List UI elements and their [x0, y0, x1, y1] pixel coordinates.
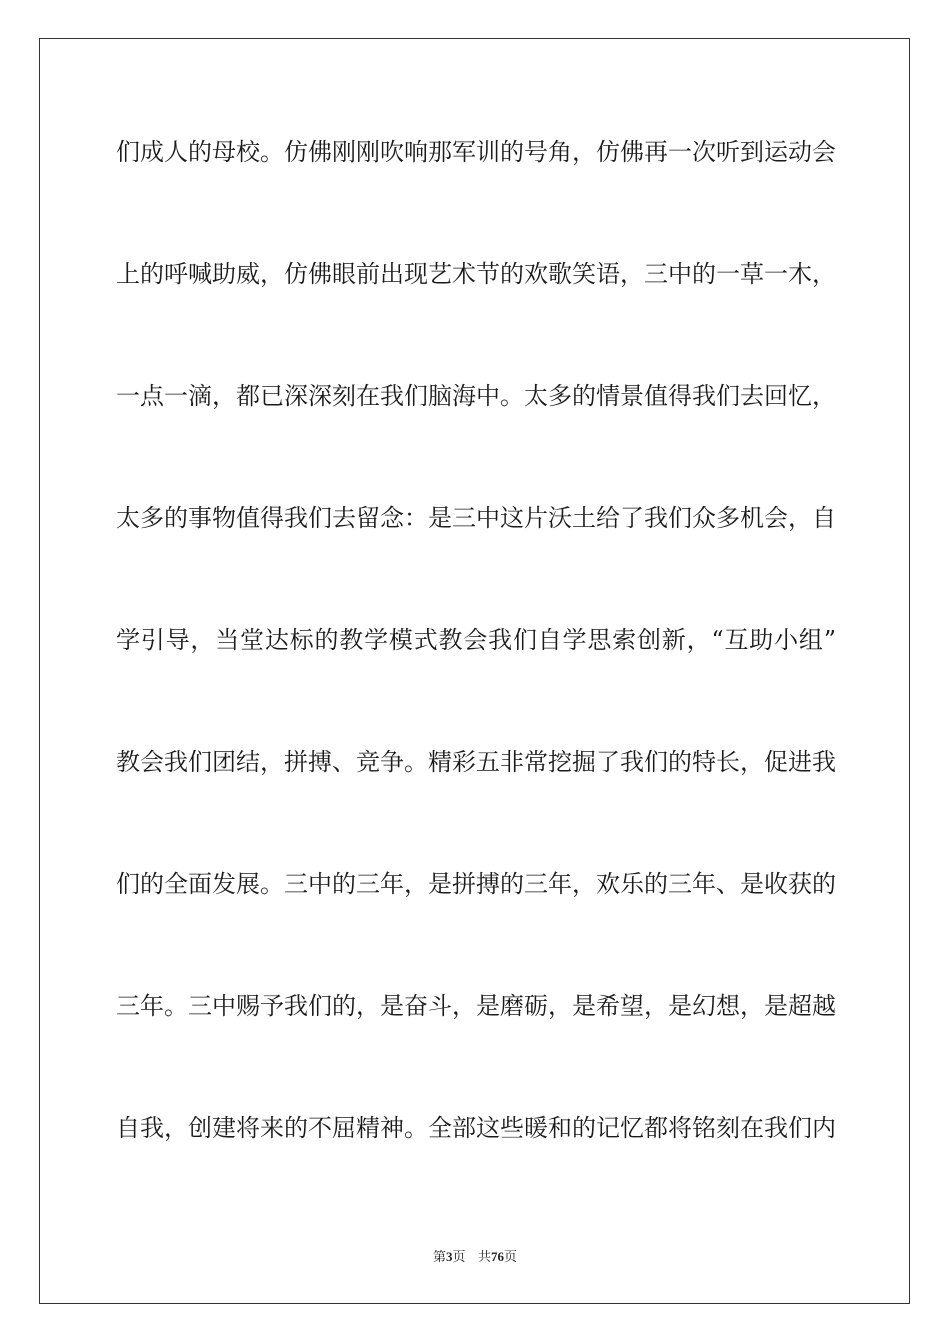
page-suffix: 页: [452, 1250, 466, 1265]
page-prefix: 第: [433, 1250, 447, 1265]
total-suffix: 页: [503, 1250, 517, 1265]
body-line-3: 一点一滴，都已深深刻在我们脑海中。太多的情景值得我们去回忆，: [116, 382, 836, 410]
body-line-2: 上的呼喊助威，仿佛眼前出现艺术节的欢歌笑语，三中的一草一木，: [116, 260, 836, 288]
body-line-6: 教会我们团结，拼搏、竞争。精彩五非常挖掘了我们的特长，促进我: [116, 748, 836, 776]
body-line-4: 太多的事物值得我们去留念：是三中这片沃土给了我们众多机会，自: [116, 504, 836, 532]
body-line-9: 自我，创建将来的不屈精神。全部这些暖和的记忆都将铭刻在我们内: [116, 1114, 836, 1142]
page-footer: [0, 1247, 950, 1268]
body-line-5: 学引导，当堂达标的教学模式教会我们自学思索创新，“互助小组”: [116, 626, 836, 654]
total-prefix: 共: [477, 1250, 491, 1265]
body-line-8: 三年。三中赐予我们的，是奋斗，是磨砺，是希望，是幻想，是超越: [116, 992, 836, 1020]
body-line-1: 们成人的母校。仿佛刚刚吹响那军训的号角，仿佛再一次听到运动会: [116, 138, 836, 166]
page-number: 3: [446, 1249, 453, 1264]
body-line-7: 们的全面发展。三中的三年，是拼搏的三年，欢乐的三年、是收获的: [116, 870, 836, 898]
total-pages: 76: [490, 1249, 504, 1264]
